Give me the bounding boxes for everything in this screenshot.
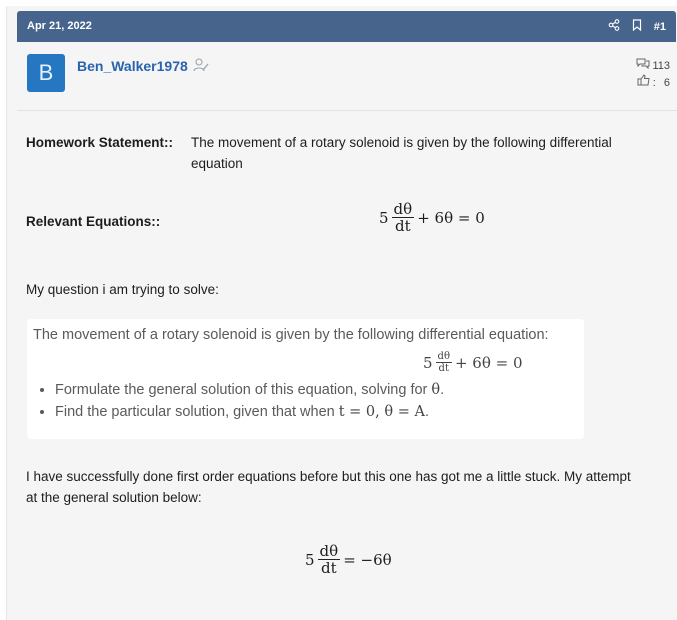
post-date[interactable]: Apr 21, 2022 bbox=[27, 20, 92, 32]
forum-post bbox=[6, 6, 677, 620]
reaction-count: 6 bbox=[663, 76, 670, 89]
homework-text: The movement of a rotary solenoid is given by the following differential equation bbox=[191, 135, 612, 171]
user-stats bbox=[636, 58, 670, 91]
question-image bbox=[27, 319, 584, 439]
divider bbox=[17, 110, 677, 111]
task-list bbox=[33, 381, 444, 425]
list-item: • Formulate the general solution of this equation, solving for θ. bbox=[55, 381, 444, 399]
list-item: • Find the particular solution, given that when t = 0, θ = A. bbox=[55, 403, 444, 421]
attempt-text: I have successfully done first order equations before but this one has got me a little stuck. My attempt at the general solution below: bbox=[26, 469, 631, 505]
bookmark-icon[interactable] bbox=[632, 19, 642, 35]
reactions-stat: : 6 bbox=[636, 74, 670, 91]
image-equation: 5 $\frac{d\theta}{dt}$ + 6θ = 0 bbox=[423, 351, 523, 374]
thumbs-up-icon bbox=[637, 74, 651, 91]
relevant-label: Relevant Equations:: bbox=[26, 214, 161, 229]
image-intro-text: The movement of a rotary solenoid is given by the following differential equation: bbox=[33, 327, 549, 343]
post-actions bbox=[608, 19, 666, 35]
relevant-equation: 5 $\frac{d\theta}{dt}$ + 6θ = 0 bbox=[379, 200, 485, 235]
messages-stat bbox=[636, 58, 670, 74]
share-icon[interactable] bbox=[608, 19, 620, 35]
messages-count: 113 bbox=[652, 60, 670, 72]
avatar[interactable]: B bbox=[27, 54, 65, 92]
username-link[interactable]: Ben_Walker1978 bbox=[77, 58, 188, 74]
post-number-link[interactable]: #1 bbox=[653, 21, 666, 33]
messages-icon bbox=[636, 58, 650, 74]
user-edit-icon bbox=[193, 58, 209, 74]
post-header bbox=[17, 11, 676, 42]
homework-label: Homework Statement:: bbox=[26, 135, 174, 150]
question-intro: My question i am trying to solve: bbox=[26, 282, 219, 297]
attempt-equation: 5 $\frac{d\theta}{dt}$ = −6θ bbox=[305, 542, 392, 577]
